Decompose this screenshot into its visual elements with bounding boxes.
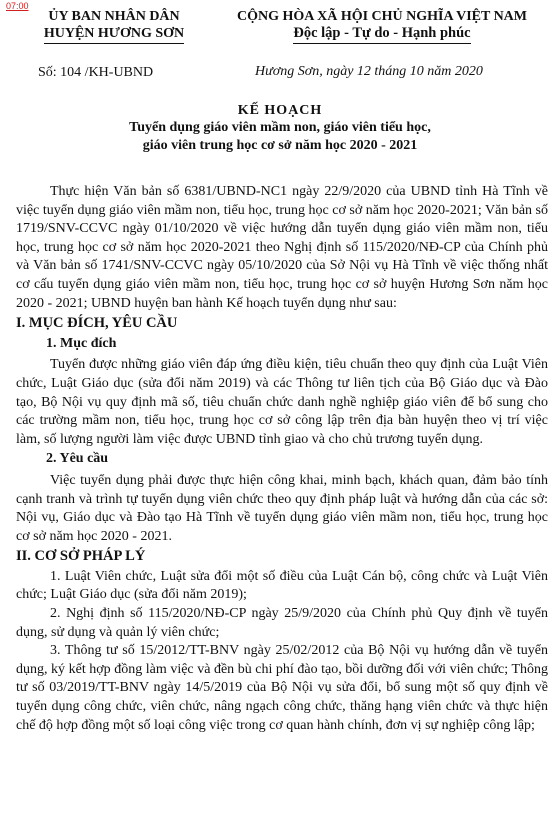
agency-header xyxy=(14,8,214,44)
section-2-heading: II. CƠ SỞ PHÁP LÝ xyxy=(16,548,146,565)
national-motto: Độc lập - Tự do - Hạnh phúc xyxy=(293,25,470,44)
subtitle-line2: giáo viên trung học cơ sở năm học 2020 - 2021 xyxy=(142,138,418,153)
legal-basis-item-1: 1. Luật Viên chức, Luật sửa đổi một số điều của Luật Cán bộ, công chức và Luật Viên chức; Luật Giáo dục (sửa đổi năm 2019); xyxy=(16,568,548,603)
intro-paragraph: Thực hiện Văn bản số 6381/UBND-NC1 ngày 22/9/2020 của UBND tỉnh Hà Tĩnh về việc tuyển dụng giáo viên mầm non, tiểu học, trung học cơ sở năm học 2020-2021; Văn bản số 1719/SNV-CCVC ngày 01/10/2020 về việc hướng dẫn tuyển dụng giáo viên mầm non, tiểu học, trung học cơ sở năm học 2020-2021 theo Nghị định số 115/2020/NĐ-CP của Chính phủ và Văn bản số 1741/SNV-CCVC ngày 05/10/2020 của Sở Nội vụ Hà Tĩnh về việc thống nhất cơ cấu tuyển dụng giáo viên mầm non, tiểu học, trung học cơ sở huyện Hương Sơn năm học 2020 - 2021; UBND huyện ban hành Kế hoạch tuyển dụng như sau: xyxy=(16,184,548,311)
legal-basis-item-2: 2. Nghị định số 115/2020/NĐ-CP ngày 25/9/2020 của Chính phủ Quy định về tuyển dụng, sử dụng và quản lý viên chức; xyxy=(16,606,548,640)
section-1-heading: I. MỤC ĐÍCH, YÊU CẦU xyxy=(16,315,178,332)
document-title: KẾ HOẠCH xyxy=(237,103,323,118)
document-body xyxy=(16,183,548,735)
requirements-paragraph: Việc tuyển dụng phải được thực hiện công khai, minh bạch, khách quan, đảm bảo tính cạnh tranh và trình tự tuyển dụng viên chức theo quy định pháp luật và hướng dẫn của các sở: Nội vụ, Giáo dục và Đào tạo Hà Tĩnh về tuyển dụng giáo viên mầm non, tiểu học, trung học cơ sở năm học 2020 - 2021. xyxy=(16,472,548,544)
document-date: Hương Sơn, ngày 12 tháng 10 năm 2020 xyxy=(255,64,483,79)
section-1-1-heading: 1. Mục đích xyxy=(46,335,117,351)
document-subtitle xyxy=(0,119,560,155)
national-header xyxy=(212,8,552,44)
national-title: CỘNG HÒA XÃ HỘI CHỦ NGHĨA VIỆT NAM xyxy=(236,9,527,24)
agency-name-line1: ỦY BAN NHÂN DÂN xyxy=(48,9,180,24)
document-number: Số: 104 /KH-UBND xyxy=(38,65,154,80)
legal-basis-item-3: 3. Thông tư số 15/2012/TT-BNV ngày 25/02/2012 của Bộ Nội vụ hướng dẫn về tuyển dụng, ký kết hợp đồng làm việc và đền bù chi phí đào tạo, bồi dưỡng đối với viên chức; Thông tư số 03/2019/TT-BNV ngày 14/5/2019 của Bộ Nội vụ sửa đổi, bổ sung một số quy định về tuyển dụng công chức, viên chức, nâng ngạch công chức, thăng hạng viên chức và thực hiện chế độ hợp đồng một số loại công việc trong cơ quan hành chính, đơn vị sự nghiệp công lập; xyxy=(16,643,548,733)
page-stamp: 07:00 xyxy=(6,1,29,11)
agency-name-line2: HUYỆN HƯƠNG SƠN xyxy=(44,25,184,44)
purpose-paragraph: Tuyển được những giáo viên đáp ứng điều kiện, tiêu chuẩn theo quy định của Luật Viên chức, Luật Giáo dục (sửa đổi năm 2019) và các Thông tư liên tịch của Bộ Giáo dục và Đào tạo, Bộ Nội vụ quy định mã số, tiêu chuẩn chức danh nghề nghiệp giáo viên để bổ sung cho các trường mầm non, tiểu học, trung học cơ sở công lập trên địa bàn huyện theo vị trí việc làm, số lượng người làm việc được UBND tỉnh giao và cho chủ trương tuyển dụng. xyxy=(16,357,548,447)
section-1-2-heading: 2. Yêu cầu xyxy=(46,451,109,467)
subtitle-line1: Tuyển dụng giáo viên mầm non, giáo viên tiểu học, xyxy=(129,120,431,135)
